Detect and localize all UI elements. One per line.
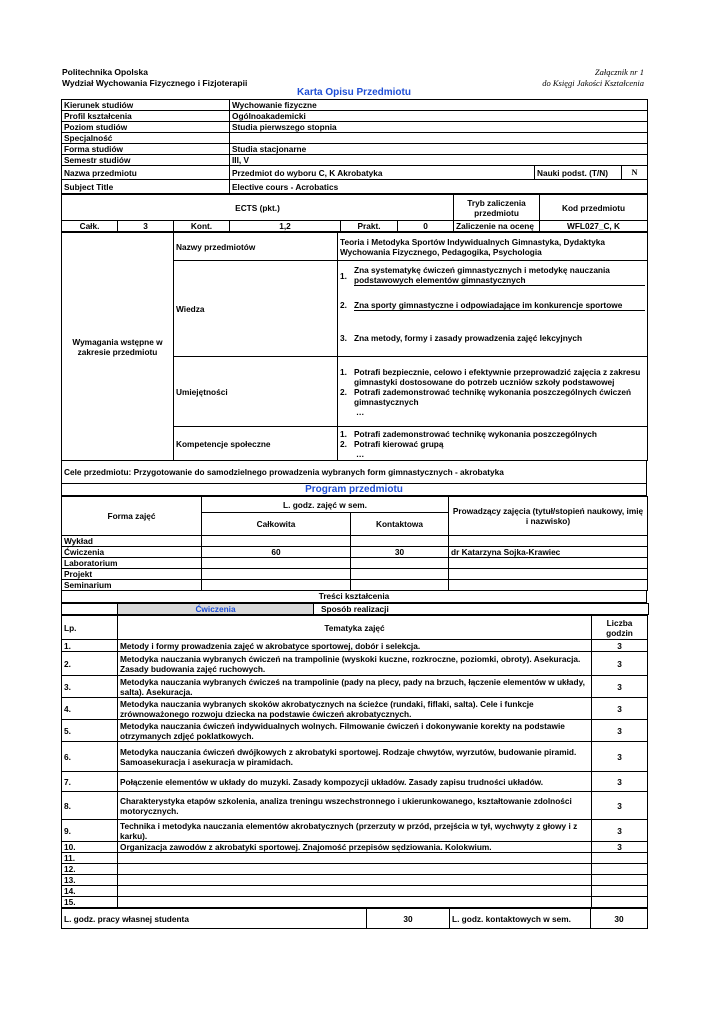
info-label: Specjalność [62,133,230,144]
page-title: Karta Opisu Przedmiotu [297,87,411,98]
topic-number: 4. [62,698,118,720]
basic-science-label: Nauki podst. (T/N) [535,166,622,180]
topic-row [62,792,648,820]
knowledge-item [338,261,647,290]
list-text: Potrafi bezpiecznie, celowo i efektywnie przeprowadzić zajęcia z zakresu gimnastyki dostosowane do potrzeb uczniów szkoły podstawowej [354,366,641,387]
list-text: Potrafi zademonstrować technikę wykonania poszczególnych ćwiczeń gimnastycznych [354,386,632,407]
total-hours-label: Całkowita [202,513,351,536]
topic-text: Metodyka nauczania wybranych ćwicześ na trampolinie (pady na plecy, pady na brzuch, łączenie elementów w układy, salta). Asekuracja. [118,676,592,698]
knowledge-label: Wiedza [174,261,338,357]
topic-text [118,853,592,864]
topic-row [62,652,648,676]
program-total [202,569,351,580]
total-label: Całk. [62,221,118,232]
topic-hours [592,853,648,864]
topic-number: 14. [62,886,118,897]
info-value: III, V [230,155,648,166]
kont-label: Kont. [174,221,230,232]
knowledge-list [338,261,648,357]
topic-text: Metodyka nauczania ćwiczeń dwójkowych z akrobatyki sportowej. Rodzaje chwytów, wyrzutów, budowanie piramid. Samoasekuracja i asekuracja w piramidach. [118,742,592,772]
topic-hours [592,864,648,875]
topic-row [62,720,648,742]
subject-title-row [62,180,648,194]
topic-number: 7. [62,772,118,792]
topic-number: 9. [62,820,118,842]
list-text: Potrafi kierować grupą [354,438,444,449]
method-label: Sposób realizacji [314,604,649,615]
topic-hours: 3 [592,720,648,742]
contact-sem-label: L. godz. kontaktowych w sem. [450,909,591,929]
topic-number: 12. [62,864,118,875]
own-hours-value: 30 [367,909,450,929]
info-label: Profil kształcenia [62,111,230,122]
program-form: Ćwiczenia [62,547,202,558]
program-total [202,580,351,591]
info-value: Studia stacjonarne [230,144,648,155]
program-teacher [449,558,648,569]
topic-number: 6. [62,742,118,772]
program-table [61,496,648,591]
lp-label: Lp. [62,616,118,640]
prakt-label: Prakt. [341,221,398,232]
list-item [340,439,645,449]
hours-label: L. godz. zajęć w sem. [202,497,449,513]
program-contact [351,558,449,569]
mode-label: Tryb zaliczenia przedmiotu [454,195,540,221]
topic-text [118,897,592,908]
teacher-label: Prowadzący zajęcia (tytuł/stopień naukowy, imię i nazwisko) [449,497,648,536]
topic-hours: 3 [592,820,648,842]
social-list [338,427,648,461]
program-contact [351,580,449,591]
list-number: 1. [340,428,347,439]
topic-text [118,875,592,886]
list-item [340,387,645,407]
topic-text: Organizacja zawodów z akrobatyki sportowej. Znajomość przepisów sędziowania. Kolokwium. [118,842,592,853]
info-row [62,133,648,144]
knowledge-number: 1. [340,270,347,281]
info-row [62,111,648,122]
topic-row [62,640,648,652]
knowledge-number: 2. [340,300,347,310]
topic-number: 2. [62,652,118,676]
program-row [62,569,648,580]
contact-hours-label: Kontaktowa [351,513,449,536]
topic-number: 15. [62,897,118,908]
info-table [61,99,648,194]
course-card [61,87,647,929]
topic-row [62,698,648,720]
knowledge-item [338,290,647,320]
code-value: WFL027_C, K [540,221,648,232]
program-form: Laboratorium [62,558,202,569]
list-item [340,429,645,439]
info-label: Kierunek studiów [62,100,230,111]
topics-table [61,615,648,908]
summary-table [61,908,648,929]
knowledge-text: Zna metody, formy i zasady prowadzenia zajęć lekcyjnych [354,333,583,343]
topic-row [62,897,648,908]
topic-text: Metodyka nauczania wybranych skoków akrobatycznych na ścieżce (rundaki, fiflaki, salta). Cele i funkcje zrównoważonego rozwoju dziecka na podstawie ćwiczeń akrobatycznych. [118,698,592,720]
topic-hours [592,886,648,897]
form-label: Forma zajęć [62,497,202,536]
content-title: Treści kształcenia [61,591,647,603]
program-teacher: dr Katarzyna Sojka-Krawiec [449,547,648,558]
course-name-value: Przedmiot do wyboru C, K Akrobatyka [230,166,535,180]
mode-value: Zaliczenie na ocenę [454,221,540,232]
ects-label: ECTS (pkt.) [62,195,454,221]
program-form: Wykład [62,536,202,547]
knowledge-number: 3. [340,333,347,343]
topic-hours: 3 [592,742,648,772]
list-number: 1. [340,366,347,377]
topic-row [62,820,648,842]
info-value: Studia pierwszego stopnia [230,122,648,133]
topic-hours: 3 [592,652,648,676]
info-row [62,122,648,133]
topic-label: Tematyka zajęć [118,616,592,640]
program-form: Projekt [62,569,202,580]
knowledge-text: Zna sporty gimnastyczne i odpowiadające im konkurencje sportowe [354,300,645,311]
program-total: 60 [202,547,351,558]
topic-row [62,853,648,864]
topic-text: Metodyka nauczania wybranych ćwiczeń na trampolinie (wyskoki kuczne, rozkroczne, poziomki, obroty). Asekuracja. Zasady budowania zajęć ruchowych. [118,652,592,676]
program-contact [351,569,449,580]
content-form: Ćwiczenia [118,604,314,615]
skills-more: … [356,406,365,417]
info-value [230,133,648,144]
info-value: Ogólnoakademicki [230,111,648,122]
topic-number: 3. [62,676,118,698]
own-hours-label: L. godz. pracy własnej studenta [62,909,367,929]
topic-hours: 3 [592,676,648,698]
knowledge-item [338,320,647,356]
university-name: Politechnika Opolska [62,67,148,77]
program-row [62,558,648,569]
content-table [61,603,649,615]
social-label: Kompetencje społeczne [174,427,338,461]
topic-text [118,886,592,897]
program-row [62,536,648,547]
header-left [62,67,247,89]
subject-title-value: Elective cours - Acrobatics [230,180,648,194]
topic-hours: 3 [592,640,648,652]
topic-text: Metody i formy prowadzenia zajęć w akrobatyce sportowej, dobór i selekcja. [118,640,592,652]
topic-row [62,875,648,886]
topic-number: 10. [62,842,118,853]
info-label: Poziom studiów [62,122,230,133]
program-row [62,547,648,558]
program-teacher [449,580,648,591]
course-name-label: Nazwa przedmiotu [62,166,230,180]
list-number: 2. [340,438,347,449]
topic-text: Charakterystyka etapów szkolenia, analiza treningu wszechstronnego i ukierunkowanego, kształtowanie zdolności motorycznych. [118,792,592,820]
subject-title-label: Subject Title [62,180,230,194]
topic-number: 11. [62,853,118,864]
kont-value: 1,2 [230,221,341,232]
list-text: Potrafi zademonstrować technikę wykonania poszczególnych [354,428,597,439]
info-row [62,144,648,155]
attachment-number: Załącznik nr 1 [594,67,644,77]
info-row [62,100,648,111]
basic-science-value: N [622,166,648,180]
topic-hours [592,897,648,908]
prereq-names-label: Nazwy przedmiotów [174,233,338,261]
topic-row [62,676,648,698]
program-form: Seminarium [62,580,202,591]
info-row [62,155,648,166]
prereq-label: Wymagania wstępne w zakresie przedmiotu [62,233,174,461]
topic-text: Technika i metodyka nauczania elementów akrobatycznych (przerzuty w przód, przejścia w tył, wychwyty z głowy i z karku). [118,820,592,842]
social-more: … [356,448,365,459]
list-number: 2. [340,386,347,397]
header-right [542,67,644,89]
program-title: Program przedmiotu [61,484,647,496]
topic-hours: 3 [592,698,648,720]
topic-text [118,864,592,875]
course-goals: Cele przedmiotu: Przygotowanie do samodzielnego prowadzenia wybranych form gimnastycznych - akrobatyka [61,461,647,484]
topic-row [62,886,648,897]
program-teacher [449,569,648,580]
program-contact [351,536,449,547]
total-value: 3 [118,221,174,232]
topic-row [62,842,648,853]
topic-number: 1. [62,640,118,652]
topic-text: Metodyka nauczania ćwiczeń indywidualnych wolnych. Filmowanie ćwiczeń i dokonywanie korekty na podstawie otrzymanych zdjęć poklatkowych. [118,720,592,742]
info-label: Forma studiów [62,144,230,155]
topic-hours: 3 [592,772,648,792]
topic-hours: 3 [592,792,648,820]
prereq-names-value: Teoria i Metodyka Sportów Indywidualnych Gimnastyka, Dydaktyka Wychowania Fizycznego, Pedagogika, Psychologia [338,233,648,261]
attachment-reference: do Księgi Jakości Kształcenia [542,78,644,88]
topic-number: 13. [62,875,118,886]
program-total [202,558,351,569]
topic-number: 8. [62,792,118,820]
topic-row [62,864,648,875]
skills-label: Umiejętności [174,357,338,427]
faculty-name: Wydział Wychowania Fizycznego i Fizjoterapii [62,78,248,88]
code-label: Kod przedmiotu [540,195,648,221]
topic-hours-label: Liczba godzin [592,616,648,640]
program-teacher [449,536,648,547]
ects-table [61,194,648,232]
skills-list [338,357,648,427]
topic-hours [592,875,648,886]
topic-text: Połączenie elementów w układy do muzyki. Zasady kompozycji układów. Zasady zapisu trudności układów. [118,772,592,792]
info-label: Semestr studiów [62,155,230,166]
prakt-value: 0 [398,221,454,232]
prereq-table [61,232,648,461]
program-contact: 30 [351,547,449,558]
knowledge-text: Zna systematykę ćwiczeń gimnastycznych i metodykę nauczania podstawowych elementów gimnastycznych [354,265,645,286]
program-total [202,536,351,547]
program-row [62,580,648,591]
topic-hours: 3 [592,842,648,853]
list-item [340,367,645,387]
info-value: Wychowanie fizyczne [230,100,648,111]
topic-row [62,742,648,772]
contact-sem-value: 30 [591,909,648,929]
course-name-row [62,166,648,180]
topic-number: 5. [62,720,118,742]
topic-row [62,772,648,792]
